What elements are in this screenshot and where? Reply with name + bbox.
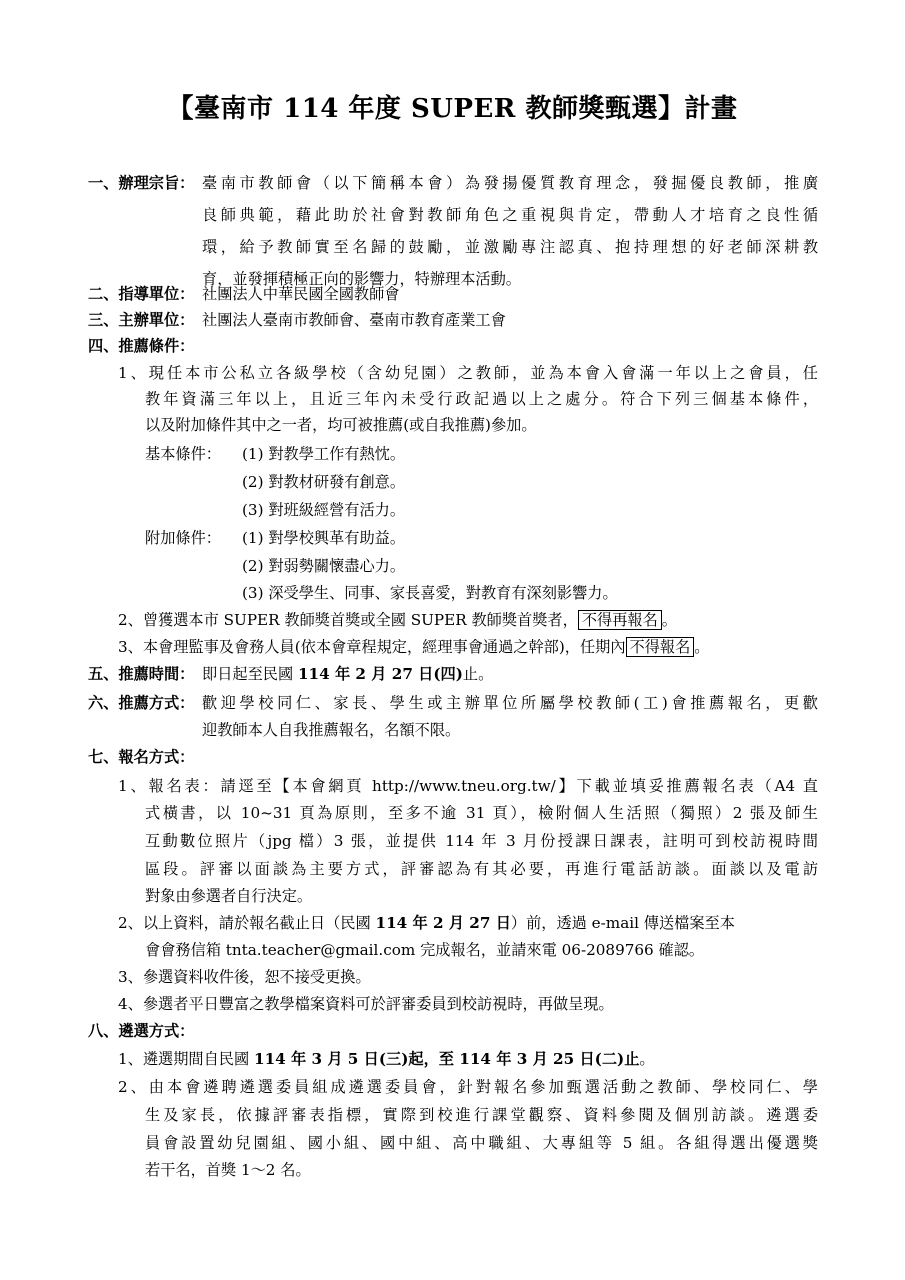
section-5-date: 114 年 2 月 27 日(四)	[297, 665, 463, 683]
section-1-line: 良師典範，藉此助於社會對教師角色之重視與肯定，帶動人才培育之良性循	[202, 206, 818, 224]
section-8-label: 八、遴選方式：	[88, 1022, 195, 1040]
section-1-line: 育，並發揮積極正向的影響力，特辦理本活動。	[202, 270, 521, 288]
document-title: 【臺南市 114 年度 SUPER 教師獎甄選】計畫	[167, 94, 738, 124]
section-4-item-3-end: 。	[694, 638, 710, 656]
section-6-line: 迎教師本人自我推薦報名，名額不限。	[202, 721, 461, 739]
not-eligible-box: 不得報名	[626, 637, 695, 657]
section-5-label: 五、推薦時間：	[88, 665, 195, 683]
extra-condition: (1) 對學校興革有助益。	[242, 529, 406, 547]
extra-conditions-label: 附加條件：	[145, 529, 221, 547]
not-eligible-box: 不得再報名	[578, 610, 662, 630]
basic-condition: (1) 對教學工作有熱忱。	[242, 445, 406, 463]
section-4-label: 四、推薦條件：	[88, 337, 195, 355]
section-3-label: 三、主辦單位：	[88, 311, 195, 329]
section-7-item-2-date: 114 年 2 月 27 日	[375, 914, 511, 932]
section-6-label: 六、推薦方式：	[88, 694, 195, 712]
section-7-item-1-line: 式橫書，以 10~31 頁為原則，至多不逾 31 頁），檢附個人生活照（獨照）2 張及師生	[145, 804, 818, 822]
section-7-item-2	[118, 910, 735, 936]
section-5-text	[202, 661, 493, 687]
section-7-item-2-post: ）前，透過 e-mail 傳送檔案至本	[510, 914, 735, 932]
section-6-line: 歡迎學校同仁、家長、學生或主辦單位所屬學校教師(工)會推薦報名，更歡	[202, 694, 818, 712]
section-7-item-1-line: 互動數位照片（jpg 檔）3 張，並提供 114 年 3 月份授課日課表，註明可到校訪視時間	[145, 832, 818, 850]
section-5-post: 止。	[462, 665, 494, 683]
section-8-item-1-end: 。	[639, 1050, 655, 1068]
section-7-item-1-line: 1、報名表：請逕至【本會網頁 http://www.tneu.org.tw/】下載並填妥推薦報名表（A4 直	[118, 777, 818, 795]
section-7-item-1-line: 對象由參選者自行決定。	[145, 887, 313, 905]
basic-condition: (3) 對班級經營有活力。	[242, 501, 406, 519]
section-7-item-2-pre: 2、以上資料，請於報名截止日（民國	[118, 914, 376, 932]
section-1-line: 臺南市教師會（以下簡稱本會）為發揚優質教育理念，發掘優良教師，推廣	[202, 174, 818, 192]
section-3-text: 社團法人臺南市教師會、臺南市教育產業工會	[202, 311, 506, 329]
section-8-item-2-line: 若干名，首獎 1～2 名。	[145, 1161, 311, 1179]
section-7-label: 七、報名方式：	[88, 748, 195, 766]
section-8-item-2-line: 員會設置幼兒園組、國小組、國中組、高中職組、大專組等 5 組。各組得選出優選獎	[145, 1134, 818, 1152]
section-7-item-2-line-2: 會會務信箱 tnta.teacher@gmail.com 完成報名，並請來電 06-2089766 確認。	[145, 941, 705, 959]
section-7-item-1-line: 區段。評審以面談為主要方式，評審認為有其必要，再進行電話訪談。面談以及電訪	[145, 860, 818, 878]
section-8-item-1	[118, 1046, 655, 1072]
section-5-pre: 即日起至民國	[202, 665, 298, 683]
section-4-item-1-line: 1、現任本市公私立各級學校（含幼兒園）之教師，並為本會入會滿一年以上之會員，任	[118, 364, 818, 382]
section-4-item-2-end: 。	[661, 611, 677, 629]
section-7-item-4: 4、參選者平日豐富之教學檔案資料可於評審委員到校訪視時，再做呈現。	[118, 995, 614, 1013]
extra-condition: (3) 深受學生、同事、家長喜愛，對教育有深刻影響力。	[242, 584, 618, 602]
section-1-line: 環，給予教師實至名歸的鼓勵，並激勵專注認真、抱持理想的好老師深耕教	[202, 238, 818, 256]
section-8-item-1-pre: 1、遴選期間自民國	[118, 1050, 254, 1068]
section-4-item-2	[118, 607, 677, 633]
basic-condition: (2) 對教材研發有創意。	[242, 473, 406, 491]
section-4-item-3	[118, 634, 709, 660]
section-4-item-1-line: 教年資滿三年以上，且近三年內未受行政記過以上之處分。符合下列三個基本條件，	[145, 390, 818, 408]
extra-condition: (2) 對弱勢關懷盡心力。	[242, 557, 406, 575]
section-8-item-1-dates: 114 年 3 月 5 日(三)起，至 114 年 3 月 25 日(二)止	[254, 1050, 640, 1068]
section-2-text: 社團法人中華民國全國教師會	[202, 285, 400, 303]
section-8-item-2-line: 生及家長，依據評審表指標，實際到校進行課堂觀察、資料參閱及個別訪談。遴選委	[145, 1106, 818, 1124]
section-1-label: 一、辦理宗旨：	[88, 174, 195, 192]
basic-conditions-label: 基本條件：	[145, 445, 221, 463]
section-4-item-1-line: 以及附加條件其中之一者，均可被推薦(或自我推薦)參加。	[145, 416, 537, 434]
section-4-item-3-text: 3、本會理監事及會務人員(依本會章程規定，經理事會通過之幹部)，任期內	[118, 638, 626, 656]
section-4-item-2-text: 2、曾獲選本市 SUPER 教師獎首獎或全國 SUPER 教師獎首獎者，	[118, 611, 578, 629]
section-2-label: 二、指導單位：	[88, 285, 195, 303]
section-8-item-2-line: 2、由本會遴聘遴選委員組成遴選委員會，針對報名參加甄選活動之教師、學校同仁、學	[118, 1078, 818, 1096]
section-7-item-3: 3、參選資料收件後，恕不接受更換。	[118, 968, 371, 986]
